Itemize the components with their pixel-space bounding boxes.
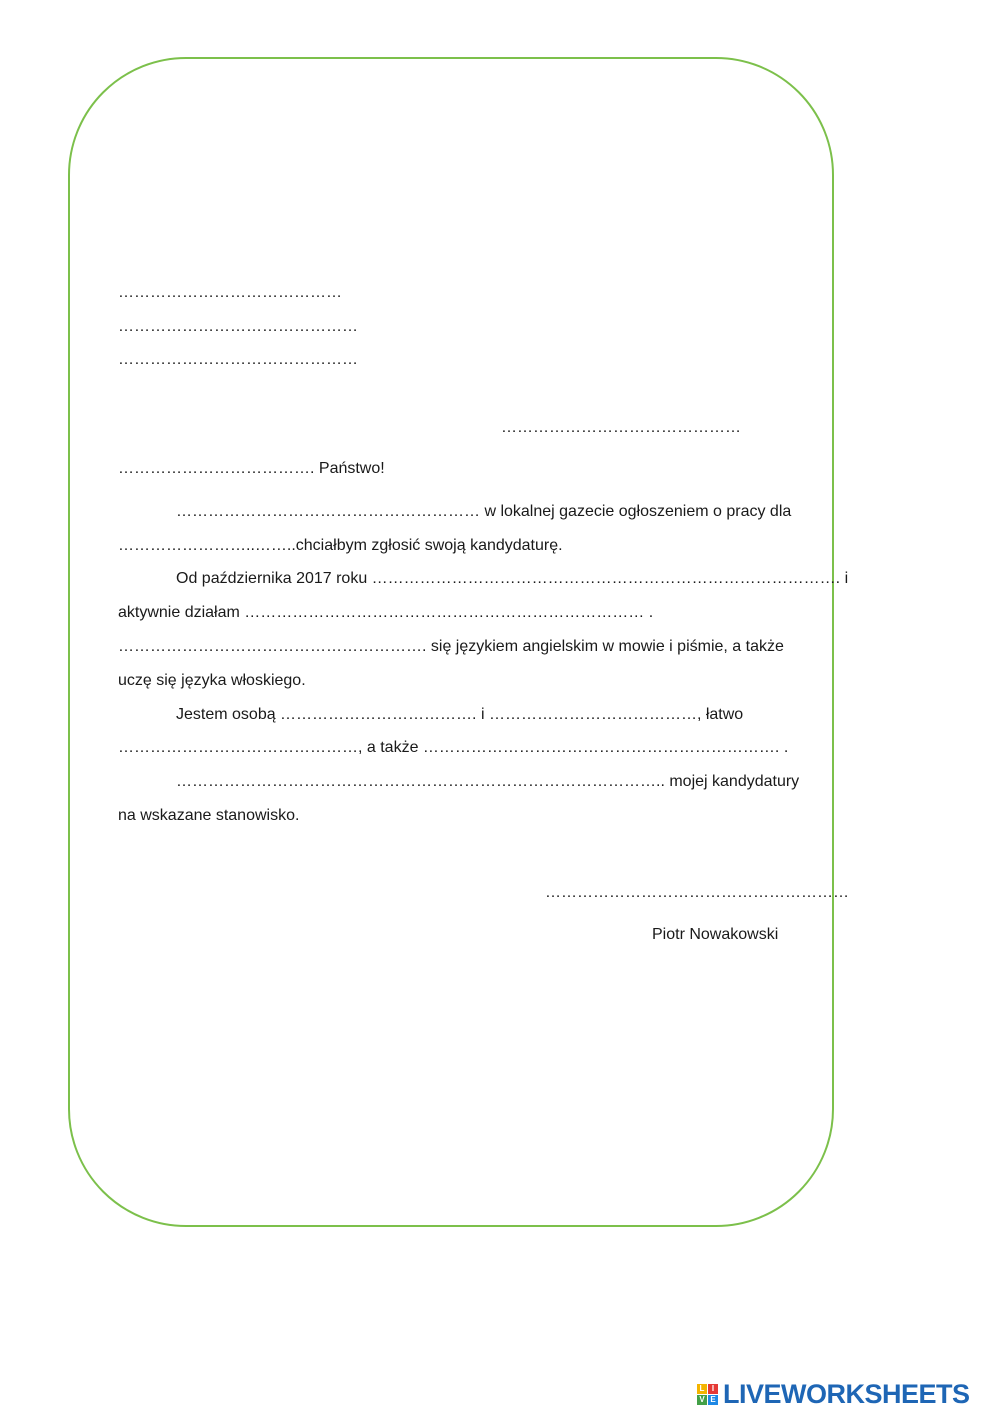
signature-name: Piotr Nowakowski <box>652 926 779 943</box>
sender-line-3[interactable]: ……………………………………… <box>118 351 358 368</box>
mark-letter-i: I <box>708 1384 718 1394</box>
mark-letter-v: V <box>697 1395 707 1405</box>
paragraph-5-line-1: ……………………………………………………………………………….. mojej kandydatury <box>176 773 800 790</box>
paragraph-1-line-1: ………………………………………………… w lokalnej gazecie ogłoszeniem o pracy dla <box>176 503 792 520</box>
sender-line-2[interactable]: ……………………………………… <box>118 318 358 335</box>
paragraph-4-line-1: Jestem osobą ………………………………. i …………………………………, łatwo <box>176 706 744 723</box>
liveworksheets-wordmark: LIVEWORKSHEETS <box>723 1378 970 1409</box>
liveworksheets-mark-icon <box>697 1384 718 1405</box>
paragraph-2-line-1: Od października 2017 roku ……………………………………………………………………………. i <box>176 570 849 587</box>
sender-line-1[interactable]: …………………………………… <box>118 284 342 301</box>
greeting: ………………………………. Państwo! <box>118 460 385 477</box>
date-line[interactable]: ……………………………………… <box>501 419 741 436</box>
paragraph-5-line-2: na wskazane stanowisko. <box>118 807 300 824</box>
signature-line[interactable]: ………………………………………………… <box>545 884 849 901</box>
paragraph-3-line-1: …………………………………………………. się językiem angielskim w mowie i piśmie, a także <box>118 638 784 655</box>
paragraph-3-line-2: uczę się języka włoskiego. <box>118 672 306 689</box>
mark-letter-l: L <box>697 1384 707 1394</box>
liveworksheets-logo[interactable] <box>697 1379 970 1409</box>
paragraph-4-line-2: ………………………………………, a także …………………………………………………………. . <box>118 739 789 756</box>
paragraph-1-line-2: ……………………..……..chciałbym zgłosić swoją kandydaturę. <box>118 537 563 554</box>
paragraph-2-line-2: aktywnie działam ………………………………………………………………… . <box>118 604 654 621</box>
mark-letter-e: E <box>708 1395 718 1405</box>
